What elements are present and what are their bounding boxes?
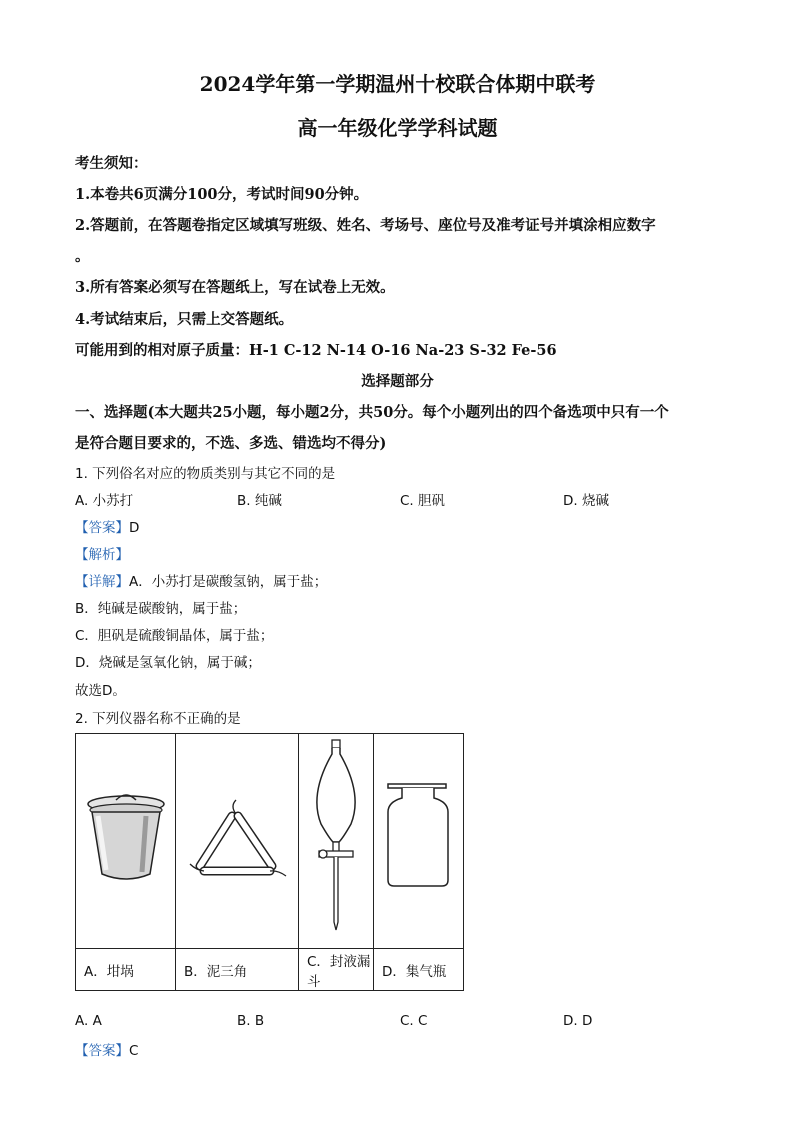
answer-value: C <box>129 1043 139 1059</box>
gas-jar-cell <box>374 734 464 949</box>
answer-label: 【答案】 <box>75 1043 129 1059</box>
notice-item-2: 2.答题前，在答题卷指定区域填写班级、姓名、考场号、座位号及准考证号并填涂相应数字 <box>75 217 656 234</box>
answer-value: D <box>129 520 140 536</box>
q2-answer <box>75 1039 138 1059</box>
notice-heading: 考生须知： <box>75 155 148 172</box>
table-label-d: D．集气瓶 <box>374 949 464 991</box>
analysis-label: 【解析】 <box>75 547 129 563</box>
crucible-illustration <box>76 734 175 944</box>
notice-item-4: 4.考试结束后，只需上交答题纸。 <box>75 311 294 328</box>
notice-item-2-cont: 。 <box>75 248 90 265</box>
answer-label: 【答案】 <box>75 520 129 536</box>
notice-item-1: 1.本卷共6页满分100分，考试时间90分钟。 <box>75 186 369 203</box>
q1-explanation-3: C．胆矾是硫酸铜晶体，属于盐； <box>75 628 274 644</box>
exam-subtitle: 高一年级化学学科试题 <box>297 116 498 140</box>
q1-option-c: C. 胆矾 <box>400 493 446 509</box>
q2-option-a: A. A <box>75 1013 102 1029</box>
q2-option-d: D. D <box>563 1013 593 1029</box>
instrument-table <box>75 733 464 991</box>
clay-triangle-cell <box>176 734 299 949</box>
detail-label: 【详解】 <box>75 574 129 590</box>
gas-jar-illustration <box>374 734 463 944</box>
q1-option-a: A. 小苏打 <box>75 493 134 509</box>
notice-item-3: 3.所有答案必须写在答题纸上，写在试卷上无效。 <box>75 279 395 296</box>
exam-title: 2024学年第一学期温州十校联合体期中联考 <box>199 72 596 96</box>
q2-stem: 2. 下列仪器名称不正确的是 <box>75 711 241 727</box>
explanation-text: A．小苏打是碳酸氢钠，属于盐； <box>129 574 328 590</box>
part-title: 选择题部分 <box>361 373 434 390</box>
section-instruction-1: 一、选择题(本大题共25小题，每小题2分，共50分。每个小题列出的四个备选项中只有一个 <box>75 404 669 421</box>
section-instruction-2: 是符合题目要求的，不选、多选、错选均不得分) <box>75 435 387 452</box>
q2-option-b: B. B <box>237 1013 265 1029</box>
q1-explanation-1 <box>75 570 327 590</box>
q1-conclusion: 故选D。 <box>75 683 126 699</box>
atomic-masses: 可能用到的相对原子质量：H-1 C-12 N-14 O-16 Na-23 S-32 Fe-56 <box>75 342 557 359</box>
q1-option-d: D. 烧碱 <box>563 493 609 509</box>
q1-answer <box>75 516 139 536</box>
q1-explanation-2: B．纯碱是碳酸钠，属于盐； <box>75 601 247 617</box>
q1-stem: 1. 下列俗名对应的物质类别与其它不同的是 <box>75 466 336 482</box>
table-label-b: B．泥三角 <box>176 949 299 991</box>
clay-triangle-illustration <box>176 734 298 944</box>
table-label-c: C．封液漏斗 <box>299 949 374 991</box>
separatory-funnel-illustration <box>299 734 373 944</box>
table-label-a: A．坩埚 <box>76 949 176 991</box>
separatory-funnel-cell <box>299 734 374 949</box>
q1-explanation-4: D．烧碱是氢氧化钠，属于碱； <box>75 655 261 671</box>
q2-option-c: C. C <box>400 1013 428 1029</box>
q1-option-b: B. 纯碱 <box>237 493 282 509</box>
crucible-cell <box>76 734 176 949</box>
